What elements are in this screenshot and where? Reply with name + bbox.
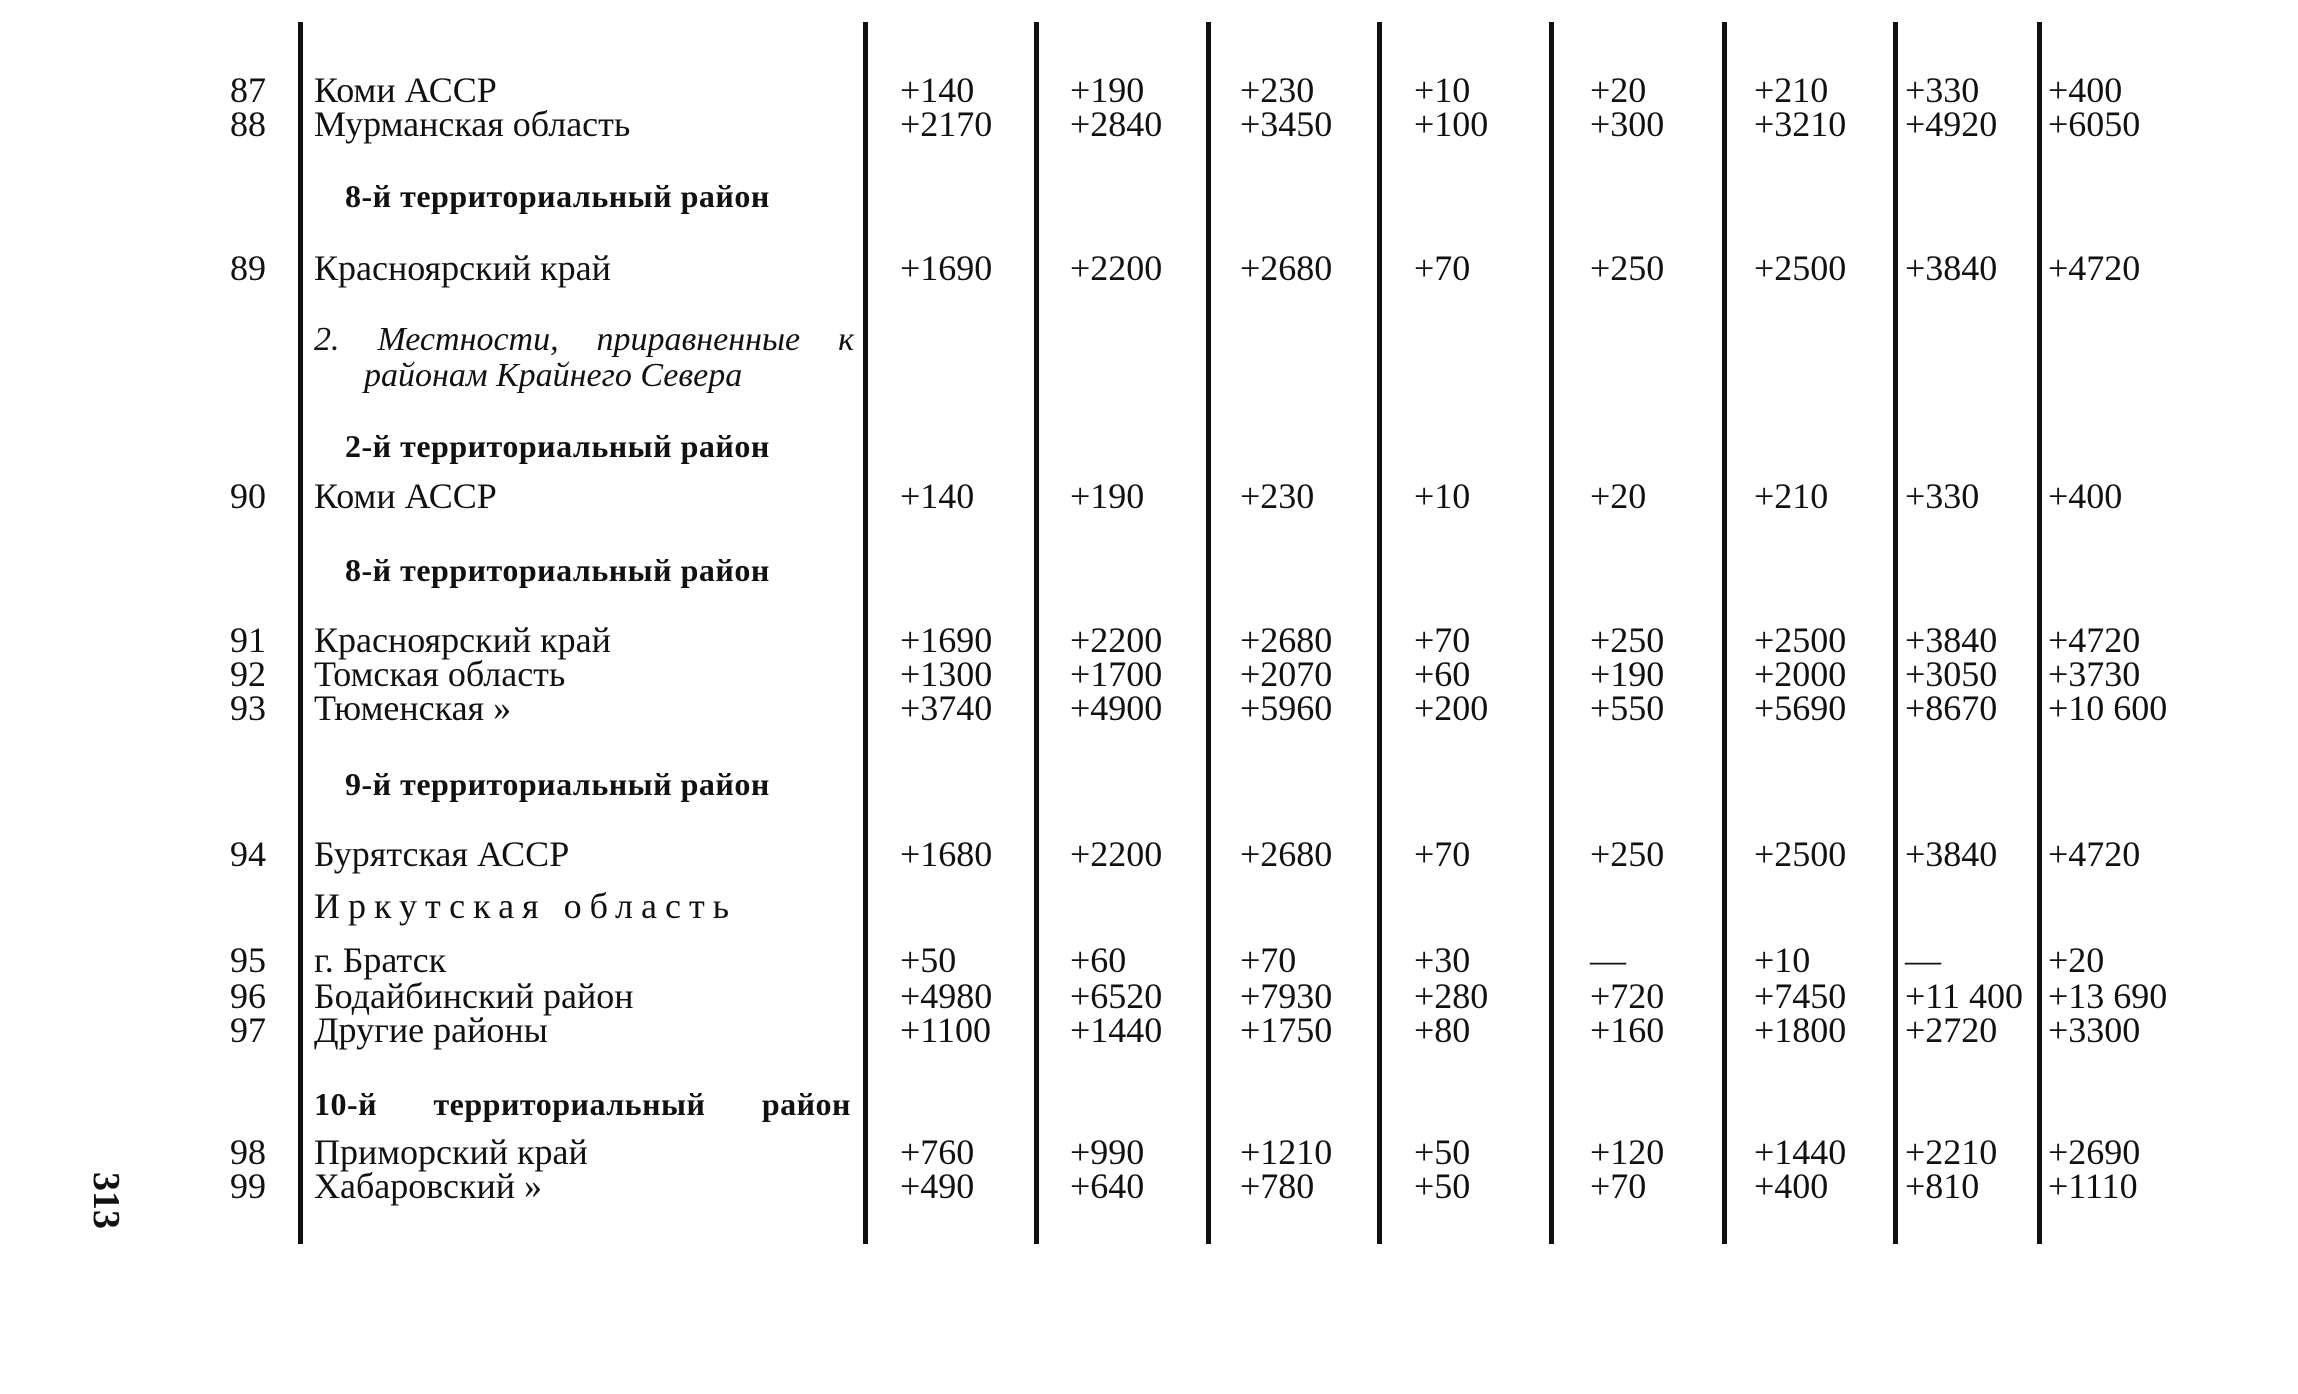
table-cell: +2200 xyxy=(1070,248,1163,288)
row-number: 91 xyxy=(230,620,266,660)
table-cell: +2680 xyxy=(1240,620,1333,660)
row-number: 89 xyxy=(230,248,266,288)
table-cell: +1750 xyxy=(1240,1010,1333,1050)
column-rule xyxy=(1034,22,1039,1244)
table-cell: +2680 xyxy=(1240,248,1333,288)
table-cell: +3840 xyxy=(1905,834,1998,874)
table-cell: +400 xyxy=(2048,70,2123,110)
table-cell: +3740 xyxy=(900,688,993,728)
table-cell: +780 xyxy=(1240,1166,1315,1206)
table-cell: +2680 xyxy=(1240,834,1333,874)
table-cell: +160 xyxy=(1590,1010,1665,1050)
heading-word: приравненные xyxy=(596,321,801,358)
table-cell: +400 xyxy=(2048,476,2123,516)
table-cell: +20 xyxy=(2048,940,2105,980)
table-cell: — xyxy=(1905,940,1941,980)
section-heading-10-territorial xyxy=(314,1086,851,1122)
table-cell: +50 xyxy=(900,940,957,980)
table-cell: +280 xyxy=(1414,976,1489,1016)
table-cell: +11 400 xyxy=(1905,976,2023,1016)
heading-word: 10-й xyxy=(314,1086,378,1122)
row-number: 94 xyxy=(230,834,266,874)
table-cell: +210 xyxy=(1754,476,1829,516)
table-cell: +2500 xyxy=(1754,834,1847,874)
table-cell: +2000 xyxy=(1754,654,1847,694)
table-cell: +20 xyxy=(1590,70,1647,110)
section-heading-8-territorial: 8-й территориальный район xyxy=(345,178,770,214)
region-name: г. Братск xyxy=(314,940,447,980)
table-cell: +2500 xyxy=(1754,248,1847,288)
table-cell: +990 xyxy=(1070,1132,1145,1172)
table-cell: +250 xyxy=(1590,620,1665,660)
table-cell: +3300 xyxy=(2048,1010,2141,1050)
table-cell: +2200 xyxy=(1070,834,1163,874)
section-heading-2-territorial: 2-й территориальный район xyxy=(345,428,770,464)
table-cell: +550 xyxy=(1590,688,1665,728)
table-cell: +330 xyxy=(1905,476,1980,516)
table-cell: +10 600 xyxy=(2048,688,2168,728)
table-cell: +140 xyxy=(900,70,975,110)
row-number: 96 xyxy=(230,976,266,1016)
table-cell: +2720 xyxy=(1905,1010,1998,1050)
table-cell: +490 xyxy=(900,1166,975,1206)
table-cell: +7450 xyxy=(1754,976,1847,1016)
table-cell: +230 xyxy=(1240,70,1315,110)
heading-word: район xyxy=(761,1086,851,1122)
table-cell: +1440 xyxy=(1754,1132,1847,1172)
heading-word: Местности, xyxy=(377,321,559,358)
region-name: Коми АССР xyxy=(314,70,497,110)
table-cell: +60 xyxy=(1414,654,1471,694)
region-name: Хабаровский » xyxy=(314,1166,543,1206)
region-name: Приморский край xyxy=(314,1132,588,1172)
table-cell: +6050 xyxy=(2048,104,2141,144)
table-cell: +190 xyxy=(1070,70,1145,110)
table-cell: +120 xyxy=(1590,1132,1665,1172)
table-cell: +720 xyxy=(1590,976,1665,1016)
table-cell: +3840 xyxy=(1905,248,1998,288)
table-cell: +60 xyxy=(1070,940,1127,980)
table-cell: +210 xyxy=(1754,70,1829,110)
table-cell: +4720 xyxy=(2048,834,2141,874)
column-rule xyxy=(1377,22,1382,1244)
table-cell: +1440 xyxy=(1070,1010,1163,1050)
table-cell: +20 xyxy=(1590,476,1647,516)
table-cell: +140 xyxy=(900,476,975,516)
table-cell: +2200 xyxy=(1070,620,1163,660)
table-cell: +13 690 xyxy=(2048,976,2168,1016)
table-cell: +1210 xyxy=(1240,1132,1333,1172)
section-heading-8-territorial: 8-й территориальный район xyxy=(345,552,770,588)
table-cell: +4720 xyxy=(2048,248,2141,288)
table-cell: +70 xyxy=(1590,1166,1647,1206)
table-cell: +3730 xyxy=(2048,654,2141,694)
column-rule xyxy=(2037,22,2042,1244)
row-number: 87 xyxy=(230,70,266,110)
table-cell: +230 xyxy=(1240,476,1315,516)
row-number: 95 xyxy=(230,940,266,980)
table-cell: +640 xyxy=(1070,1166,1145,1206)
table-cell: +810 xyxy=(1905,1166,1980,1206)
row-number: 92 xyxy=(230,654,266,694)
table-cell: +3450 xyxy=(1240,104,1333,144)
table-cell: +2840 xyxy=(1070,104,1163,144)
heading-word: к xyxy=(838,321,854,358)
region-name: Бурятская АССР xyxy=(314,834,570,874)
table-cell: +300 xyxy=(1590,104,1665,144)
table-cell: +2210 xyxy=(1905,1132,1998,1172)
region-name: Коми АССР xyxy=(314,476,497,516)
table-cell: +4920 xyxy=(1905,104,1998,144)
column-rule xyxy=(1893,22,1898,1244)
table-cell: +4900 xyxy=(1070,688,1163,728)
table-cell: +70 xyxy=(1240,940,1297,980)
table-cell: +70 xyxy=(1414,620,1471,660)
column-rule xyxy=(1206,22,1211,1244)
region-name: Бодайбинский район xyxy=(314,976,634,1016)
section-heading-9-territorial: 9-й территориальный район xyxy=(345,766,770,802)
region-name: Тюменская » xyxy=(314,688,512,728)
table-cell: +10 xyxy=(1414,70,1471,110)
table-cell: +1680 xyxy=(900,834,993,874)
table-cell: +2170 xyxy=(900,104,993,144)
table-cell: +1800 xyxy=(1754,1010,1847,1050)
table-cell: +760 xyxy=(900,1132,975,1172)
table-cell: +4720 xyxy=(2048,620,2141,660)
region-name: Томская область xyxy=(314,654,566,694)
table-cell: +250 xyxy=(1590,248,1665,288)
table-cell: +1690 xyxy=(900,248,993,288)
table-cell: +8670 xyxy=(1905,688,1998,728)
table-cell: +3210 xyxy=(1754,104,1847,144)
table-cell: +10 xyxy=(1414,476,1471,516)
table-cell: +2500 xyxy=(1754,620,1847,660)
table-cell: +4980 xyxy=(900,976,993,1016)
table-cell: +5960 xyxy=(1240,688,1333,728)
table-cell: +2070 xyxy=(1240,654,1333,694)
heading-line: районам Крайнего Севера xyxy=(364,357,743,394)
region-name: Красноярский край xyxy=(314,248,611,288)
table-cell: +1700 xyxy=(1070,654,1163,694)
column-rule xyxy=(298,22,303,1244)
table-cell: +190 xyxy=(1590,654,1665,694)
table-cell: +70 xyxy=(1414,248,1471,288)
table-cell: +50 xyxy=(1414,1166,1471,1206)
region-name: Красноярский край xyxy=(314,620,611,660)
heading-word: 2. xyxy=(314,321,340,358)
table-cell: +10 xyxy=(1754,940,1811,980)
table-cell: — xyxy=(1590,940,1626,980)
column-rule xyxy=(1549,22,1554,1244)
table-cell: +30 xyxy=(1414,940,1471,980)
row-number: 99 xyxy=(230,1166,266,1206)
region-label-irkutsk: Иркутская область xyxy=(314,886,738,926)
section-heading-equated-localities xyxy=(314,322,854,394)
table-cell: +6520 xyxy=(1070,976,1163,1016)
row-number: 90 xyxy=(230,476,266,516)
table-cell: +1300 xyxy=(900,654,993,694)
table-cell: +80 xyxy=(1414,1010,1471,1050)
column-rule xyxy=(1722,22,1727,1244)
table-cell: +2690 xyxy=(2048,1132,2141,1172)
table-cell: +50 xyxy=(1414,1132,1471,1172)
page-number: 313 xyxy=(85,1172,127,1229)
table-cell: +1100 xyxy=(900,1010,991,1050)
table-cell: +1690 xyxy=(900,620,993,660)
column-rule xyxy=(863,22,868,1244)
table-cell: +3050 xyxy=(1905,654,1998,694)
table-cell: +7930 xyxy=(1240,976,1333,1016)
row-number: 98 xyxy=(230,1132,266,1172)
row-number: 88 xyxy=(230,104,266,144)
table-cell: +400 xyxy=(1754,1166,1829,1206)
table-cell: +70 xyxy=(1414,834,1471,874)
table-cell: +1110 xyxy=(2048,1166,2138,1206)
table-cell: +190 xyxy=(1070,476,1145,516)
region-name: Мурманская область xyxy=(314,104,631,144)
table-cell: +330 xyxy=(1905,70,1980,110)
heading-word: территориальный xyxy=(433,1086,706,1122)
table-cell: +5690 xyxy=(1754,688,1847,728)
table-cell: +200 xyxy=(1414,688,1489,728)
region-name: Другие районы xyxy=(314,1010,548,1050)
row-number: 93 xyxy=(230,688,266,728)
table-cell: +3840 xyxy=(1905,620,1998,660)
row-number: 97 xyxy=(230,1010,266,1050)
table-cell: +100 xyxy=(1414,104,1489,144)
table-cell: +250 xyxy=(1590,834,1665,874)
